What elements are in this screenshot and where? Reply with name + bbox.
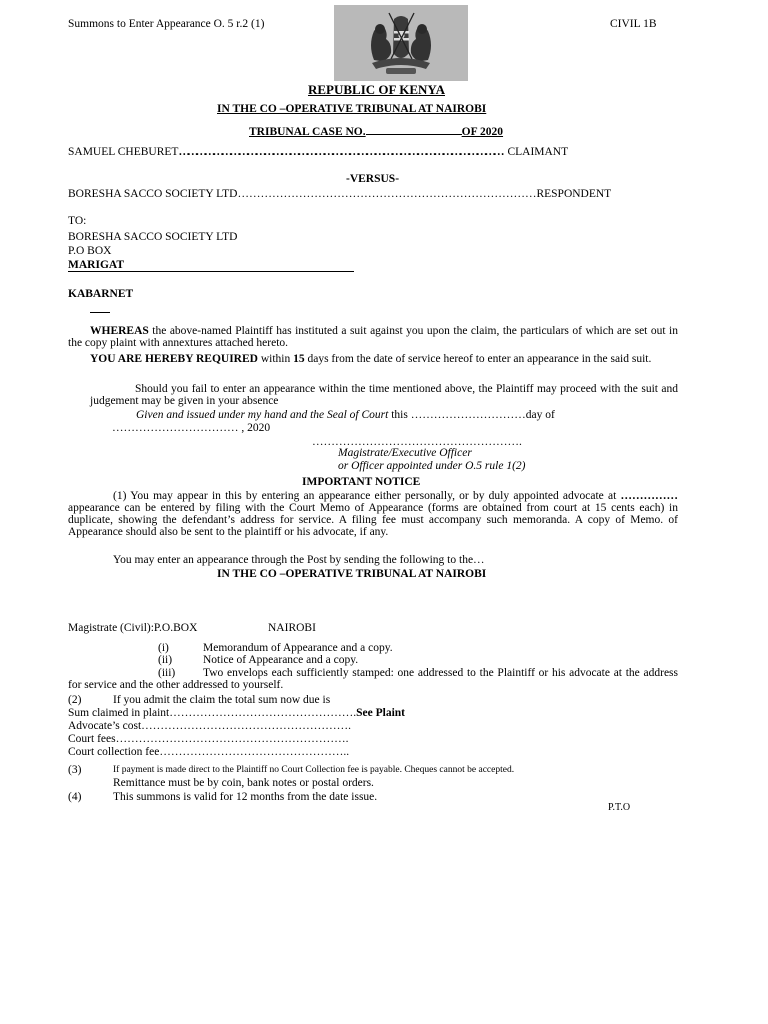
tribunal-heading-2: IN THE CO –OPERATIVE TRIBUNAL AT NAIROBI [217,568,487,580]
whereas-paragraph [68,325,678,349]
clause-3-number: (3) [68,764,82,776]
officer-title: or Officer appointed under O.5 rule 1(2) [338,460,526,472]
validity-note: This summons is valid for 12 months from the date issue. [113,791,378,803]
pto-label: P.T.O [608,802,631,813]
list-item-num: (i) [158,642,169,654]
coat-of-arms-logo [334,5,468,81]
case-number-label: TRIBUNAL CASE NO. [249,126,366,138]
list-item-num: (ii) [158,654,173,666]
address-line-2: P.O BOX [68,245,112,257]
sum-claimed-dots: …………………………………………. [169,707,357,719]
required-days: 15 [293,353,305,365]
nairobi-label: NAIROBI [268,622,316,634]
list-item: Notice of Appearance and a copy. [203,654,359,666]
signature-dots: ………………………………………………. [312,436,522,448]
remittance-note: Remittance must be by coin, bank notes or postal orders. [113,777,374,789]
date-dots: …………………………… [112,422,239,434]
see-plaint: See Plaint [356,707,405,719]
required-mid: within [257,353,294,365]
whereas-lead: WHEREAS [90,325,149,337]
fail-paragraph: Should you fail to enter an appearance within the time mentioned above, the Plaintiff may proceed with the suit and judgement may be given in your absence [90,383,678,407]
republic-heading: REPUBLIC OF KENYA [308,82,446,97]
required-paragraph [68,353,678,365]
address-line-4: KABARNET [68,288,134,300]
required-lead: YOU ARE HEREBY REQUIRED [90,353,258,365]
respondent-name: BORESHA SACCO SOCIETY LTD [68,188,238,200]
given-line [136,409,555,421]
magistrate-civil-address: Magistrate (Civil):P.O.BOX [68,622,198,634]
case-number [249,124,503,138]
short-rule [90,312,110,313]
notice-para1-b: appearance can be entered by filing with the Court Memo of Appearance (forms are obtained from court at 15 cents each) in duplicate, showing the defendant’s address for service. A filing fee must accompany such memoranda. A copy of Memo. of Appearance should also be sent to the plaintiff or his advocate, if any. [68,502,678,538]
date-line [112,422,270,434]
claimant-dots: …………………………………………………………………………………………………… [178,146,502,158]
civil-code: CIVIL 1B [610,18,657,30]
given-dots: ………………………… [410,409,526,421]
claimant-label: CLAIMANT [507,146,569,158]
versus-label: -VERSUS- [346,173,400,185]
notice-para1-a: (1) You may appear in this by entering an appearance either personally, or by duly appointed advocate at [113,490,621,502]
date-year: , 2020 [238,422,271,434]
list-item: Two envelops each sufficiently stamped: one addressed to the Plaintiff or his advocate at the address for service and the other addressed to yourself. [68,667,678,691]
claimant-name: SAMUEL CHEBURET [68,146,179,158]
payment-note: If payment is made direct to the Plaintiff no Court Collection fee is payable. Cheques cannot be accepted. [113,765,515,775]
respondent-dots: …………………………………………………………………… [237,188,537,200]
advocate-cost: Advocate’s cost………………………………………………. [68,720,352,732]
claimant-line [68,146,568,158]
address-line-1: BORESHA SACCO SOCIETY LTD [68,231,238,243]
clause-4-number: (4) [68,791,82,803]
admit-claim-text: If you admit the claim the total sum now due is [113,694,331,706]
form-reference: Summons to Enter Appearance O. 5 r.2 (1) [68,18,265,30]
list-item-num: (iii) [158,667,176,679]
respondent-label: RESPONDENT [536,188,612,200]
court-fees: Court fees……………………………………………………. [68,733,349,745]
to-label: TO: [68,215,87,227]
given-this: this [388,409,411,421]
sum-claimed-line [68,707,405,719]
address-line-3: MARIGAT [68,259,354,272]
whereas-text: the above-named Plaintiff has instituted a suit against you upon the claim, the particulars of which are set out in the copy plaint with annextures attached hereto. [68,325,678,349]
respondent-line [68,188,611,200]
notice-para1-dots: …………… [620,490,678,502]
magistrate-title: Magistrate/Executive Officer [338,447,472,459]
list-item: Memorandum of Appearance and a copy. [203,642,393,654]
sum-claimed-label: Sum claimed in plaint [68,707,170,719]
post-line: You may enter an appearance through the Post by sending the following to the… [113,554,485,566]
given-day-of: day of [525,409,555,421]
required-text: days from the date of service hereof to enter an appearance in the said suit. [304,353,652,365]
given-text: Given and issued under my hand and the Seal of Court [136,409,389,421]
case-number-blank [366,124,462,135]
case-year: OF 2020 [461,126,504,138]
important-notice-heading: IMPORTANT NOTICE [302,476,421,488]
notice-paragraph-1 [68,490,678,538]
tribunal-heading: IN THE CO –OPERATIVE TRIBUNAL AT NAIROBI [217,103,487,115]
court-collection-fee: Court collection fee………………………………………….. [68,746,350,758]
clause-2-number: (2) [68,694,82,706]
